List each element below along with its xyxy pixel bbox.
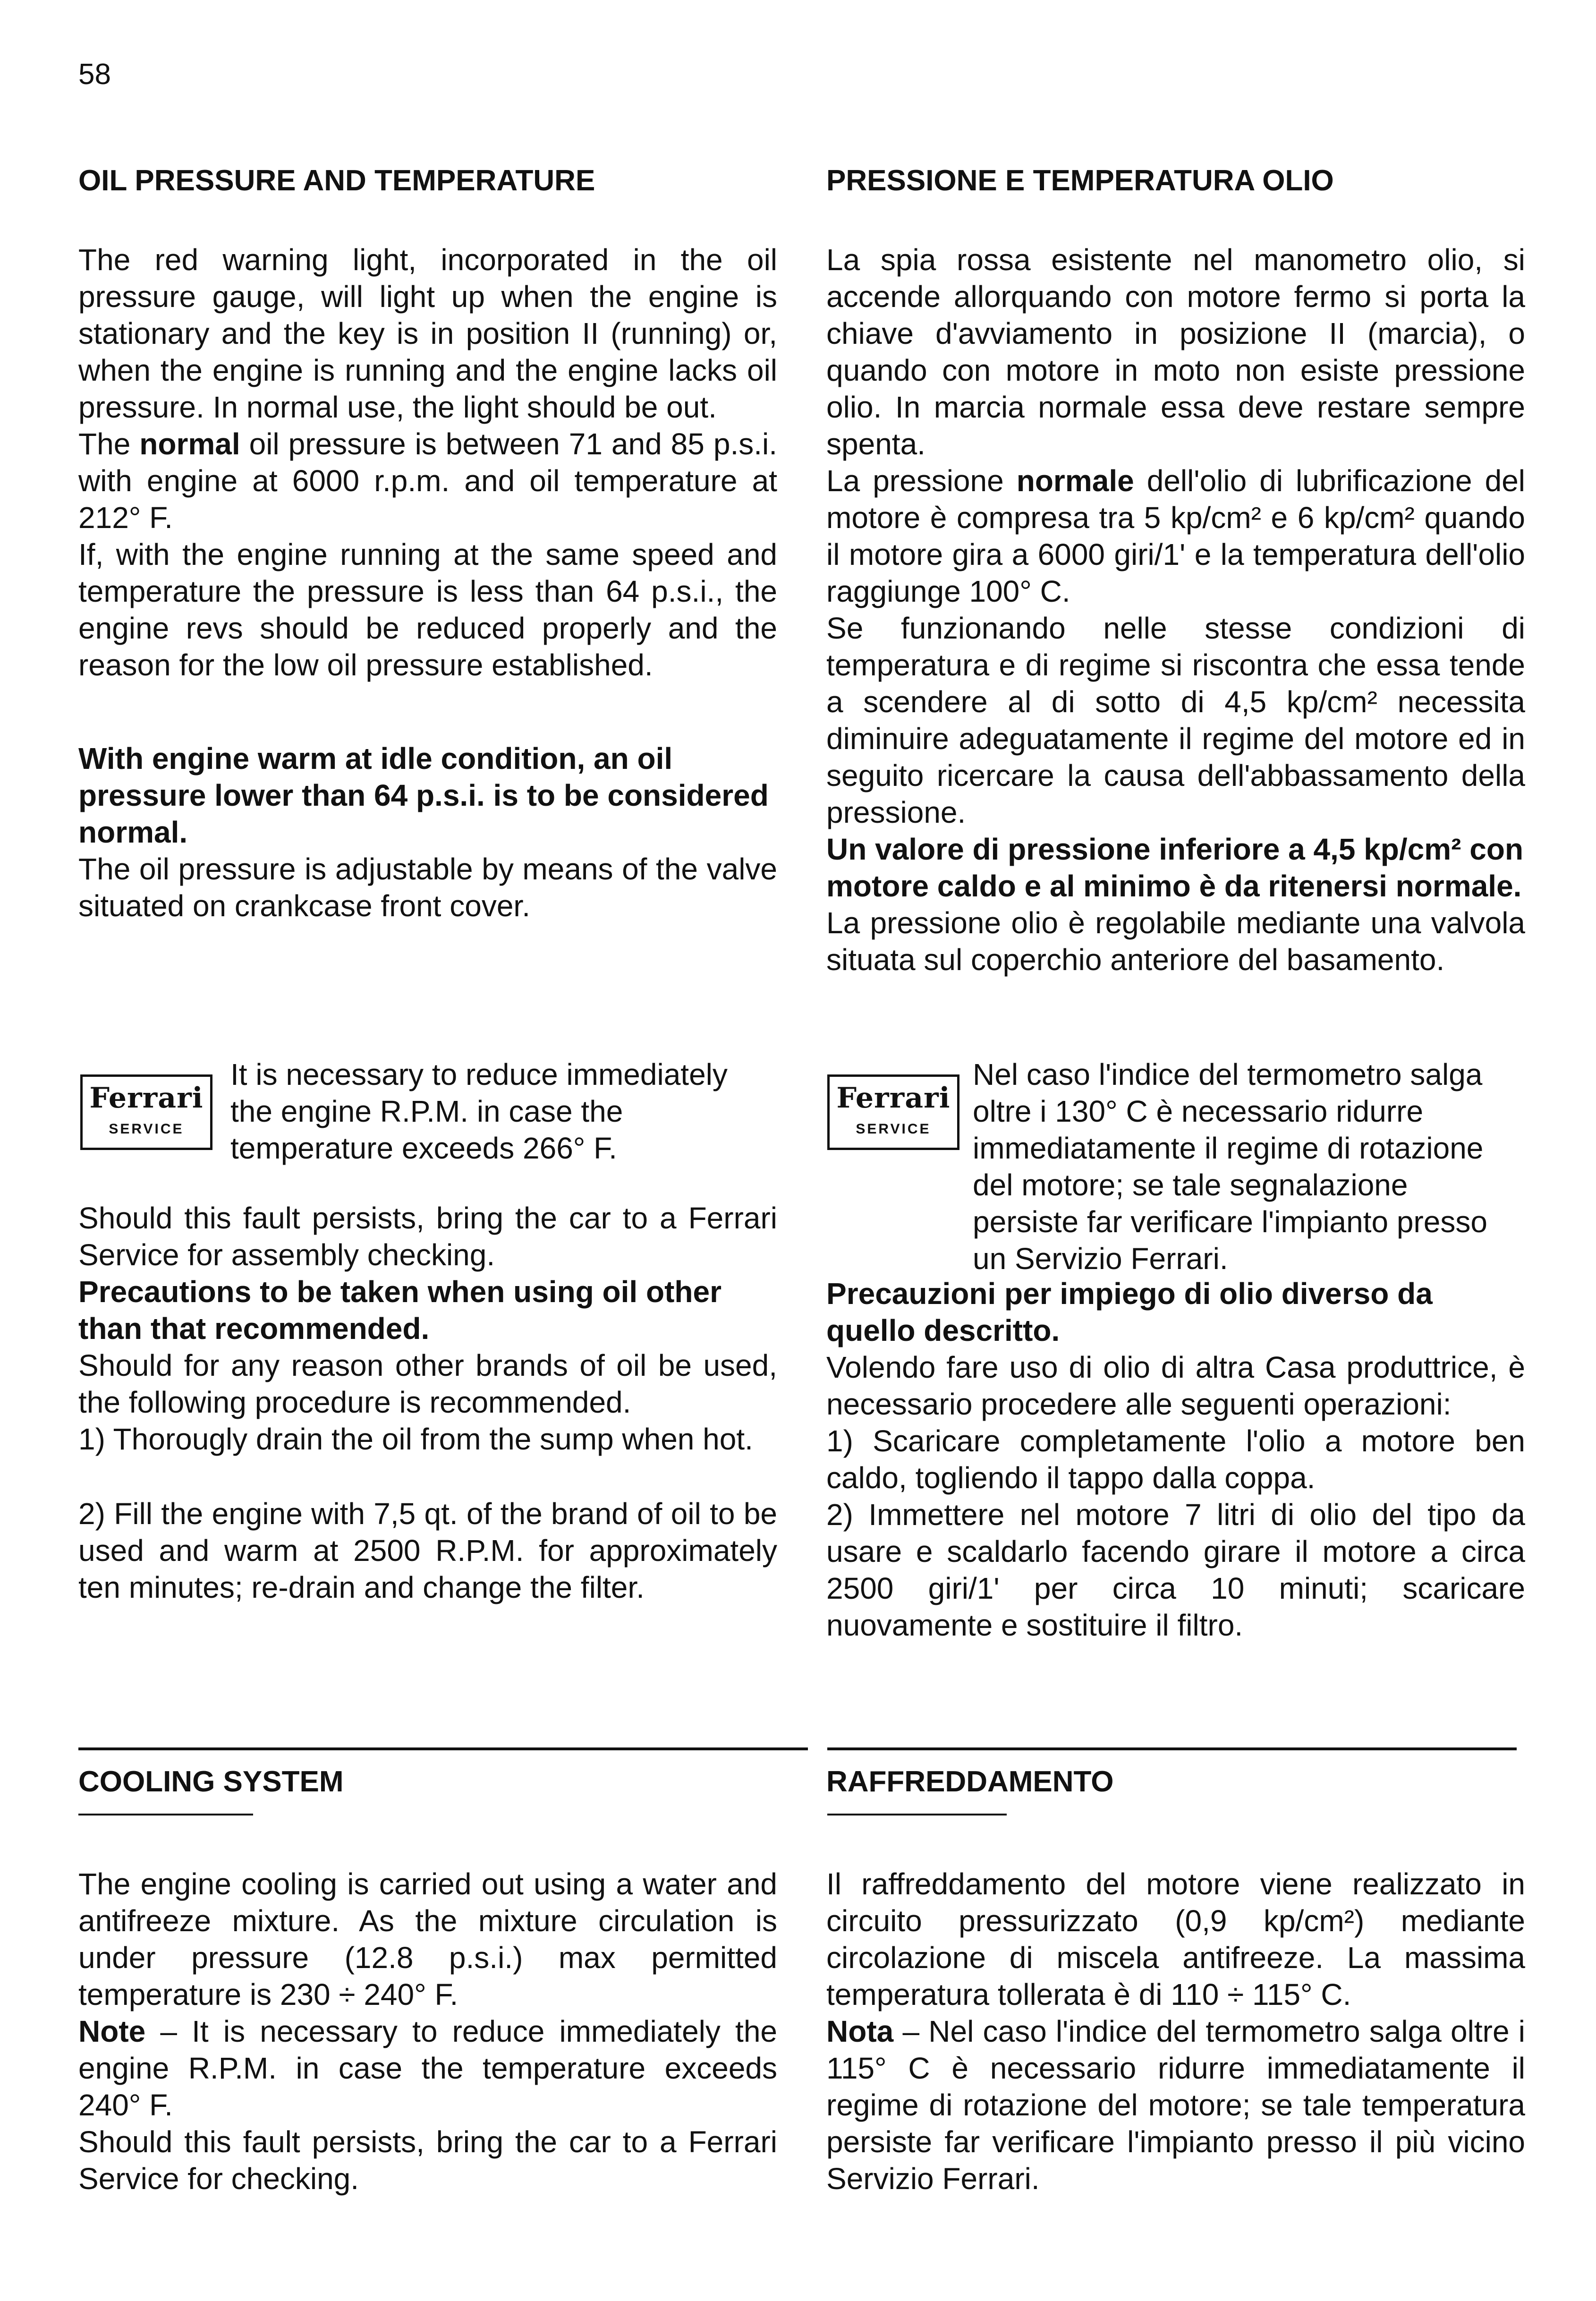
paragraph: La pressione olio è regolabile mediante una valvola situata sul coperchio anteriore del basamento. [826,906,1525,977]
paragraph [826,2013,1525,2197]
badge-caption-en: It is necessary to reduce immediately the engine R.P.M. in case the temperature exceeds 266° F. [230,1057,728,1165]
ferrari-service-logo [827,1074,959,1150]
note-label: Nota [826,2014,894,2048]
page-number: 58 [78,58,111,91]
emphasis: normal [139,427,240,461]
paragraph: La spia rossa esistente nel manometro olio, si accende allorquando con motore fermo si porta la chiave d'avviamento in posizione II (marcia), o quando con motore in moto non esiste pressione olio. In marcia normale essa deve restare sempre spenta. [826,243,1525,461]
paragraph: Volendo fare uso di olio di altra Casa produttrice, è necessario procedere alle seguenti operazioni: [826,1350,1525,1421]
service-label: SERVICE [109,1121,184,1137]
section-heading-cooling-en: COOLING SYSTEM [78,1765,344,1798]
badge-caption-it: Nel caso l'indice del termometro salga oltre i 130° C è necessario ridurre immediatamente il regime di rotazione del motore; se tale segnalazione persiste far verificare l'impianto presso un Servizio Ferrari. [973,1057,1487,1276]
bold-note: With engine warm at idle condition, an oil pressure lower than 64 p.s.i. is to be considered normal. [78,741,769,849]
paragraph: Il raffreddamento del motore viene realizzato in circuito pressurizzato (0,9 kp/cm²) mediante circolazione di miscela antifreeze. La massima temperatura tollerata è di 110 ÷ 115° C. [826,1867,1525,2011]
section-heading-oil-it: PRESSIONE E TEMPERATURA OLIO [826,164,1334,197]
text-run: dell'olio di lubrificazione del motore è compresa tra 5 kp/cm² e 6 kp/cm² quando il motore gira a 6000 giri/1' e la temperatura dell'olio raggiunge 100° C. [826,464,1526,608]
heading-underline [78,1814,253,1815]
text-run: oil pressure is between 71 and 85 p.s.i. with engine at 6000 r.p.m. and oil temperature at 212° F. [78,427,778,535]
list-item: 2) Fill the engine with 7,5 qt. of the brand of oil to be used and warm at 2500 R.P.M. for approximately ten minutes; re-drain and change the filter. [78,1497,777,1604]
ferrari-logo-text: Ferrari [89,1082,204,1115]
bold-heading: Precautions to be taken when using oil other than that recommended. [78,1275,722,1346]
text-run: The [78,427,140,461]
heading-underline [827,1814,1007,1815]
ferrari-logo-text: Ferrari [836,1082,951,1115]
paragraph: If, with the engine running at the same speed and temperature the pressure is less than 64 p.s.i., the engine revs should be reduced properly and the reason for the low oil pressure established. [78,537,777,682]
service-section-it [826,1275,1525,1644]
text-run: – It is necessary to reduce immediately the engine R.P.M. in case the temperature exceeds 240° F. [78,2014,777,2122]
emphasis: normale [1016,464,1134,498]
paragraph: The engine cooling is carried out using a water and antifreeze mixture. As the mixture circulation is under pressure (12.8 p.s.i.) max permitted temperature is 230 ÷ 240° F. [78,1867,777,2011]
paragraph [78,2013,777,2123]
section-heading-cooling-it: RAFFREDDAMENTO [826,1765,1114,1798]
oil-section-en [78,163,777,924]
section-divider [78,1747,808,1750]
paragraph: Should this fault persists, bring the car to a Ferrari Service for assembly checking. [78,1201,777,1272]
list-item: 1) Scaricare completamente l'olio a motore ben caldo, togliendo il tappo dalla coppa. [826,1424,1525,1495]
section-divider [827,1747,1517,1750]
text-run: – Nel caso l'indice del termometro salga oltre i 115° C è necessario ridurre immediatamente il regime di rotazione del motore; se tale temperatura persiste far verificare l'impianto presso il più vicino Servizio Ferrari. [826,2014,1525,2196]
paragraph: Should this fault persists, bring the car to a Ferrari Service for checking. [78,2125,777,2196]
service-section-en [78,1200,777,1606]
bold-heading: Precauzioni per impiego di olio diverso da quello descritto. [826,1277,1433,1347]
paragraph: The red warning light, incorporated in the oil pressure gauge, will light up when the engine is stationary and the key is in position II (running) or, when the engine is running and the engine lacks oil pressure. In normal use, the light should be out. [78,243,777,424]
bold-note: Un valore di pressione inferiore a 4,5 kp/cm² con motore caldo e al minimo è da ritenersi normale. [826,832,1524,903]
paragraph: The oil pressure is adjustable by means of the valve situated on crankcase front cover. [78,852,777,923]
cooling-section-it [826,1764,1525,1800]
note-label: Note [78,2014,146,2048]
paragraph: Should for any reason other brands of oil be used, the following procedure is recommended. [78,1348,777,1419]
cooling-section-en [78,1764,777,1800]
paragraph: Se funzionando nelle stesse condizioni di temperatura e di regime si riscontra che essa tende a scendere al di sotto di 4,5 kp/cm² necessita diminuire adeguatamente il regime del motore ed in seguito ricercare la causa dell'abbassamento della pressione. [826,611,1525,829]
list-item: 1) Thorougly drain the oil from the sump when hot. [78,1422,753,1456]
cooling-body-it [826,1866,1525,2197]
service-label: SERVICE [856,1121,931,1137]
text-run: La pressione [826,464,1017,498]
oil-section-it [826,163,1525,978]
list-item: 2) Immettere nel motore 7 litri di olio del tipo da usare e scaldarlo facendo girare il motore a circa 2500 giri/1' per circa 10 minuti; scaricare nuovamente e sostituire il filtro. [826,1498,1525,1642]
cooling-body-en [78,1866,777,2197]
paragraph [78,426,777,536]
section-heading-oil-en: OIL PRESSURE AND TEMPERATURE [78,164,595,197]
ferrari-service-logo [80,1074,212,1150]
paragraph [826,462,1525,610]
